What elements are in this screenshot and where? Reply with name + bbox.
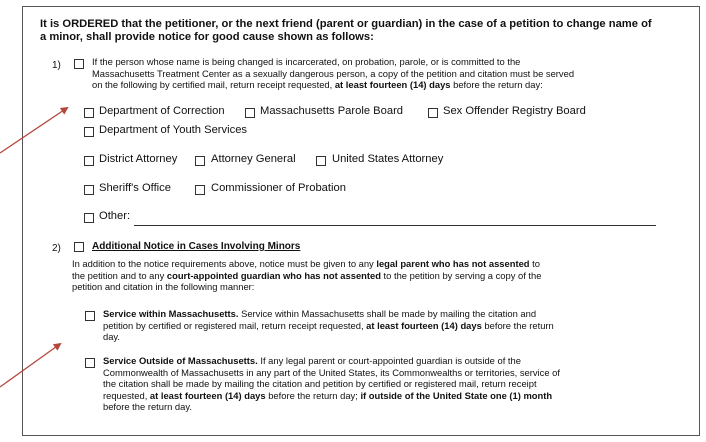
label-sheriffs-office: Sheriff's Office — [99, 182, 171, 194]
checkbox-sheriffs-office[interactable] — [84, 185, 94, 195]
section2-title: Additional Notice in Cases Involving Minors — [92, 241, 301, 252]
within-line-3: day. — [103, 331, 121, 342]
label-department-of-youth-services: Department of Youth Services — [99, 124, 248, 136]
label-united-states-attorney: United States Attorney — [332, 153, 444, 165]
section1-number: 1) — [52, 60, 61, 71]
outside-line-2: Commonwealth of Massachusetts in any part of the United States, its Commonwealths or territories, service of — [103, 366, 560, 378]
outside-line-5: before the return day. — [103, 401, 192, 412]
checkbox-united-states-attorney[interactable] — [316, 156, 326, 166]
other-text-field[interactable] — [134, 225, 656, 226]
section1-text — [92, 56, 574, 91]
checkbox-district-attorney[interactable] — [84, 156, 94, 166]
checkbox-department-of-youth-services[interactable] — [84, 127, 94, 137]
label-commissioner-of-probation: Commissioner of Probation — [211, 182, 346, 194]
label-sex-offender-registry-board: Sex Offender Registry Board — [443, 105, 586, 117]
order-intro — [40, 18, 652, 44]
section1-line-1: If the person whose name is being changed is incarcerated, on probation, parole, or is committed to the — [92, 56, 521, 67]
label-department-of-correction: Department of Correction — [99, 105, 225, 117]
checkbox-commissioner-of-probation[interactable] — [195, 185, 205, 195]
service-outside-text — [103, 355, 560, 413]
section2-line-3: petition and citation in the following manner: — [72, 281, 255, 292]
label-other: Other: — [99, 210, 131, 222]
label-attorney-general: Attorney General — [211, 153, 296, 165]
checkbox-service-outside-massachusetts[interactable] — [85, 358, 95, 368]
checkbox-service-within-massachusetts[interactable] — [85, 311, 95, 321]
checkbox-attorney-general[interactable] — [195, 156, 205, 166]
section2-checkbox[interactable] — [74, 242, 84, 252]
checkbox-sex-offender-registry-board[interactable] — [428, 108, 438, 118]
outside-line-3: the citation shall be made by mailing the citation and petition by certified or registered mail, return receipt — [103, 378, 537, 389]
checkbox-other[interactable] — [84, 213, 94, 223]
outside-line-1: Service Outside of Massachusetts. If any legal parent or court-appointed guardian is outside of the — [103, 355, 521, 366]
label-parole-board: Massachusetts Parole Board — [260, 105, 404, 117]
label-district-attorney: District Attorney — [99, 153, 178, 165]
outside-line-4: requested, at least fourteen (14) days before the return day; if outside of the United State one (1) month — [103, 389, 553, 401]
section1-line-3: on the following by certified mail, return receipt requested, at least fourteen (14) days before the return day: — [92, 79, 543, 90]
section2-line-1: In addition to the notice requirements above, notice must be given to any legal parent who has not assented to — [72, 258, 540, 269]
checkbox-department-of-correction[interactable] — [84, 108, 94, 118]
section2-paragraph — [72, 258, 541, 293]
intro-line-1: It is ORDERED that the petitioner, or the next friend (parent or guardian) in the case of a petition to change name of — [40, 18, 652, 30]
section1-checkbox[interactable] — [74, 59, 84, 69]
within-line-1: Service within Massachusetts. Service within Massachusetts shall be made by mailing the citation and — [103, 308, 537, 319]
intro-line-2: a minor, shall provide notice for good cause shown as follows: — [40, 31, 374, 43]
within-line-2: petition by certified or registered mail, return receipt requested, at least fourteen (14) days before the return — [103, 319, 554, 331]
section2-number: 2) — [52, 243, 61, 254]
section1-line-2: Massachusetts Treatment Center as a sexually dangerous person, a copy of the petition and citation must be served — [92, 67, 575, 79]
section2-line-2: the petition and to any court-appointed guardian who has not assented to the petition by serving a copy of the — [72, 269, 542, 281]
checkbox-parole-board[interactable] — [245, 108, 255, 118]
service-within-text — [103, 308, 554, 343]
